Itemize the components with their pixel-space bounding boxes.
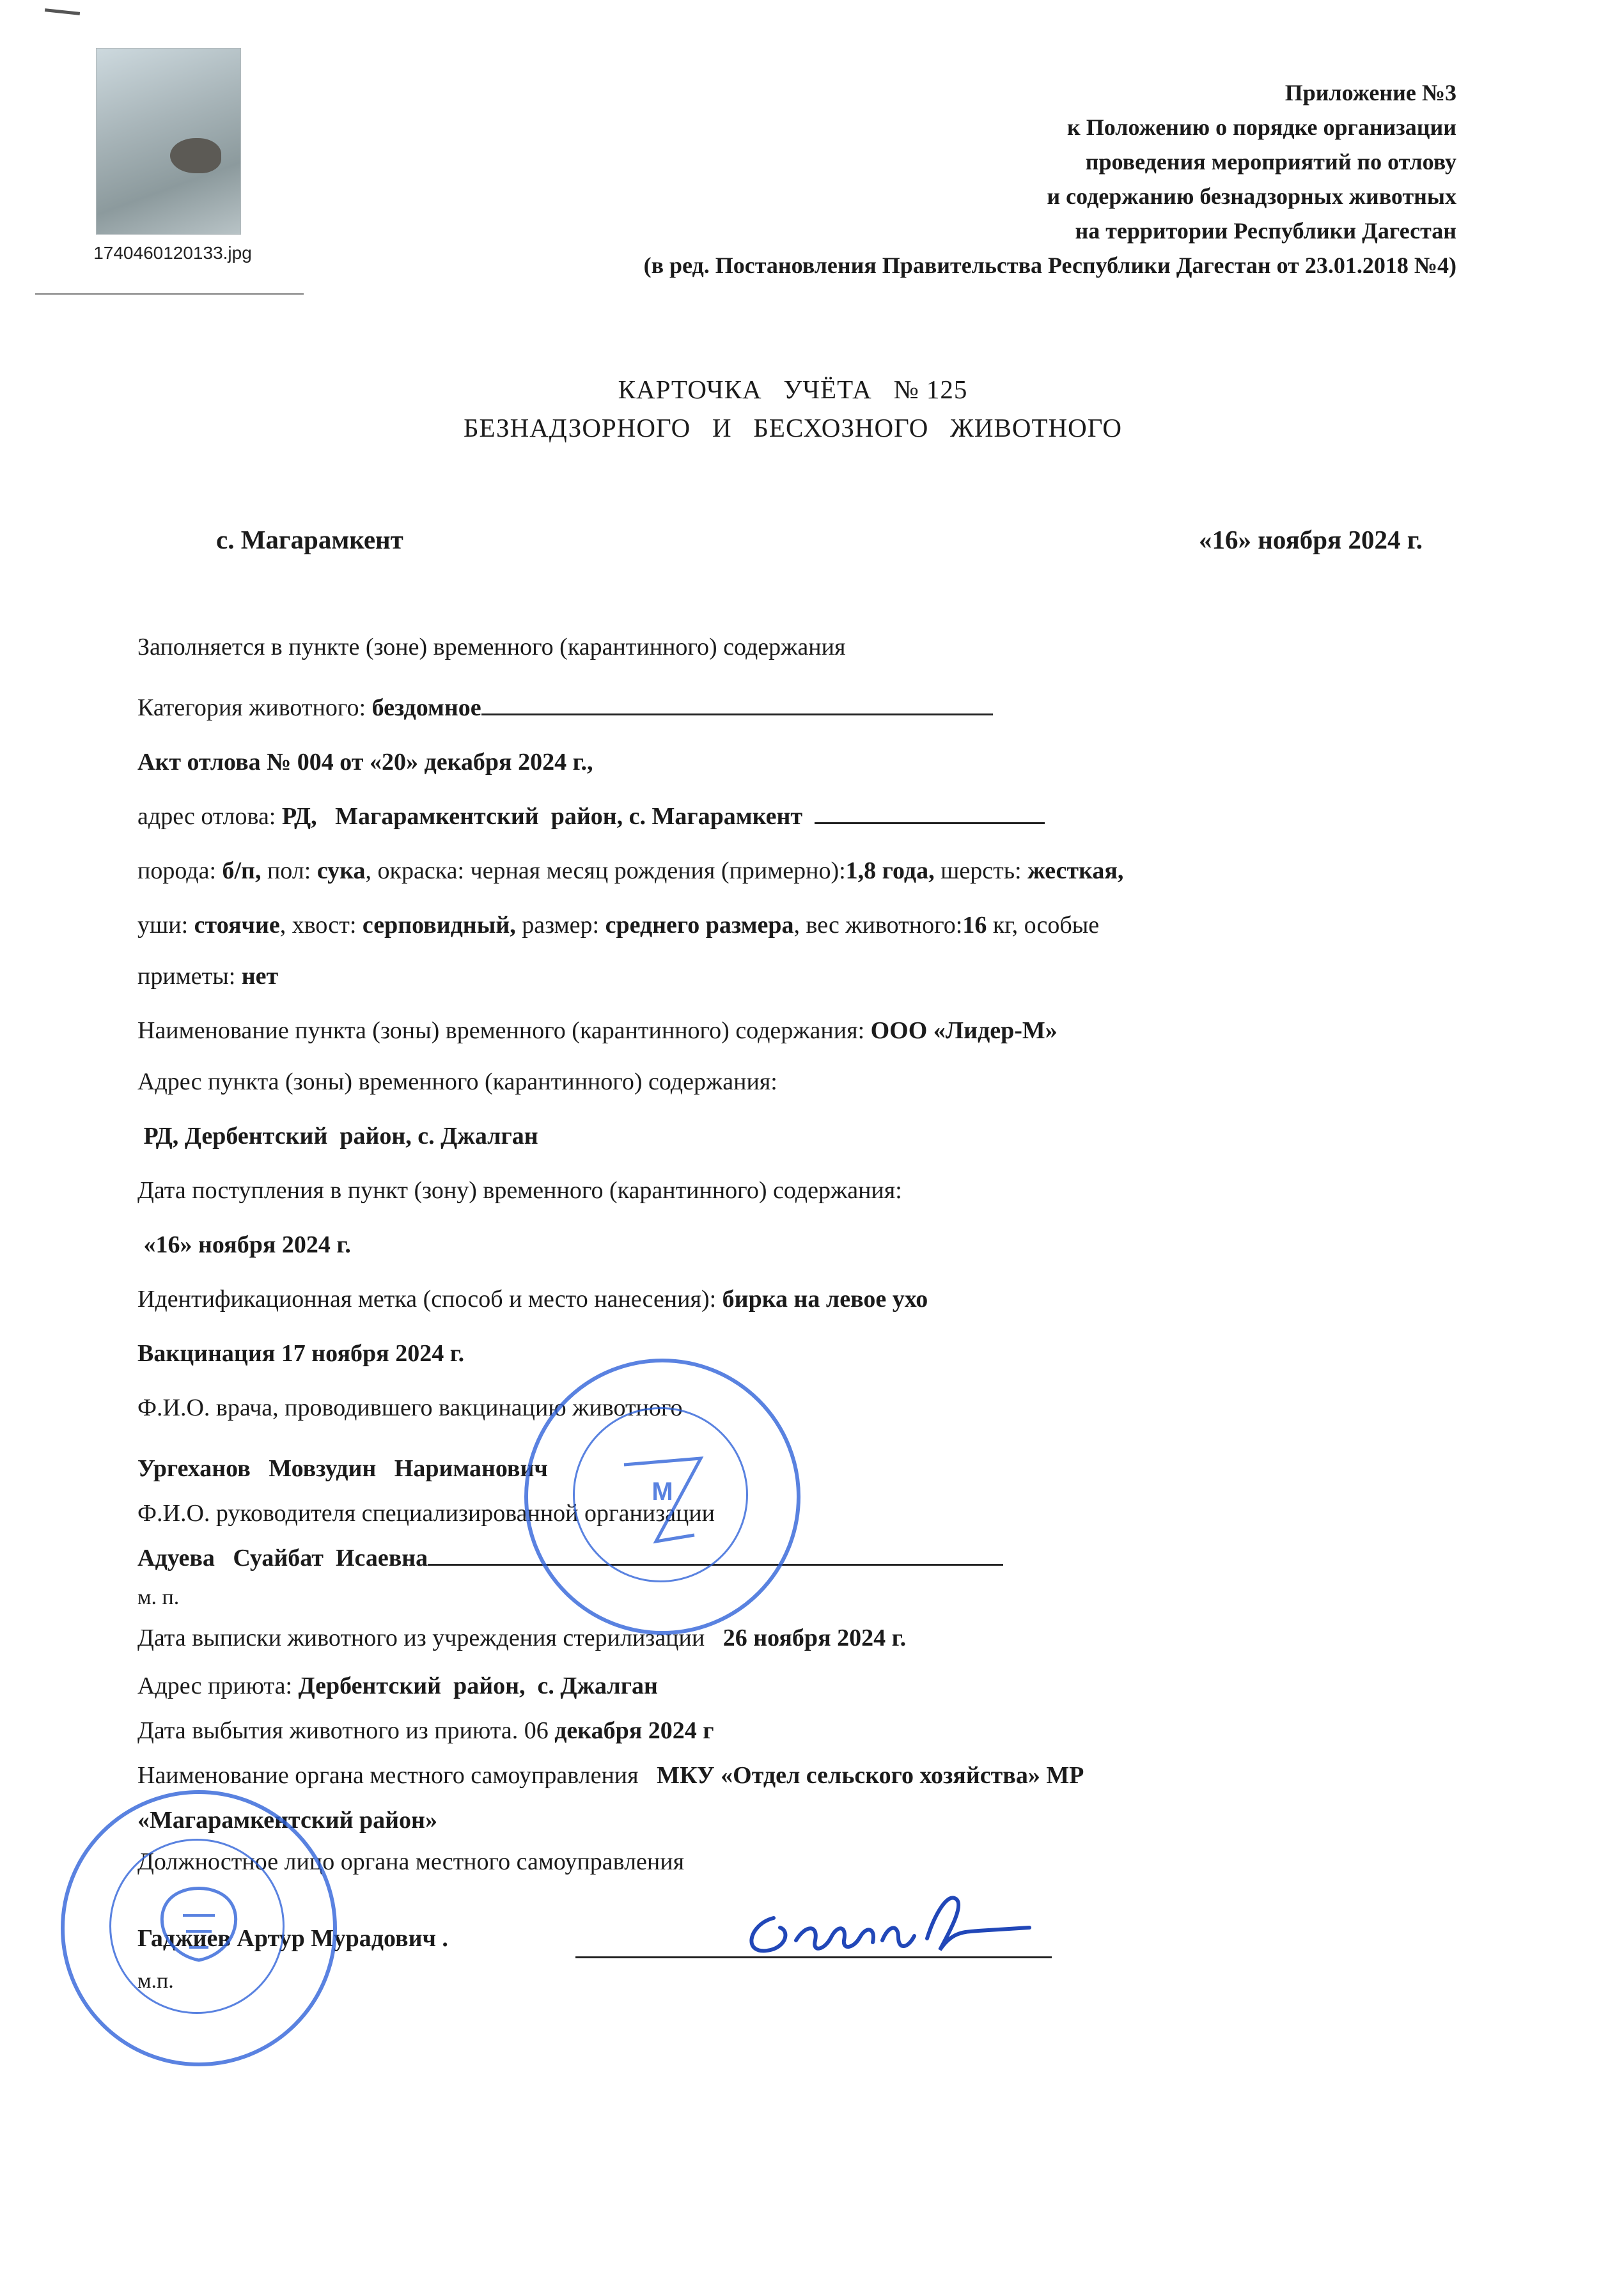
marks-row [137, 962, 278, 990]
facility-address-value: РД, Дербентский район, с. Джалган [137, 1123, 538, 1150]
animal-photo [96, 48, 241, 235]
discharge-value: 26 ноября 2024 г. [722, 1625, 907, 1651]
annex-line: проведения мероприятий по отлову [1085, 149, 1456, 175]
annex-line: (в ред. Постановления Правительства Республики Дагестан от 23.01.2018 №4) [643, 253, 1456, 278]
card-subtitle: БЕЗНАДЗОРНОГО И БЕСХОЗНОГО ЖИВОТНОГО [463, 413, 1123, 442]
document-date: «16» ноября 2024 г. [1198, 525, 1423, 554]
coat-value: жесткая, [1027, 857, 1124, 884]
official-label: Должностное лицо органа местного самоуправления [137, 1848, 685, 1875]
facility-name-value: ООО «Лидер-М» [870, 1017, 1058, 1044]
annex-line: Приложение №3 [1284, 80, 1456, 105]
marks-label: приметы: [137, 963, 242, 990]
signature-icon [735, 1880, 1036, 1976]
capture-address-row [137, 802, 1045, 830]
head-label: Ф.И.О. руководителя специализированной организации [137, 1500, 715, 1527]
authority-value-2: «Магарамкентский район» [137, 1807, 437, 1834]
head-name: Адуева Суайбат Исаевна [137, 1545, 428, 1571]
vaccination: Вакцинация 17 ноября 2024 г. [137, 1340, 465, 1367]
annex-line: к Положению о порядке организации [1067, 114, 1456, 140]
id-value: бирка на левое ухо [722, 1286, 928, 1313]
company-stamp-icon [524, 1359, 800, 1635]
arrival-label: Дата поступления в пункт (зону) временного (карантинного) содержания: [137, 1177, 902, 1204]
shelter-label: Адрес приюта: [137, 1673, 299, 1699]
departure-value: декабря 2024 г [554, 1717, 714, 1744]
facility-name-label: Наименование пункта (зоны) временного (карантинного) содержания: [137, 1017, 871, 1044]
capture-act: Акт отлова № 004 от «20» декабря 2024 г., [137, 749, 593, 776]
place: с. Магарамкент [216, 525, 403, 554]
authority-row [137, 1761, 1084, 1789]
ears-value: стоячие [194, 912, 280, 939]
scan-mark [45, 8, 80, 15]
sex-label: пол: [261, 857, 317, 884]
photo-caption: 1740460120133.jpg [93, 243, 252, 263]
sex-value: сука [316, 857, 366, 884]
tail-value: серповидный, [362, 912, 516, 939]
departure-row [137, 1717, 714, 1745]
svg-text:M: M [652, 1478, 673, 1506]
divider [35, 293, 304, 295]
ears-label: уши: [137, 912, 194, 939]
arrival-value: «16» ноября 2024 г. [137, 1231, 351, 1258]
weight-value: 16 [962, 912, 987, 939]
breed-row [137, 857, 1123, 885]
age-value: 1,8 года, [845, 857, 935, 884]
authority-label: Наименование органа местного самоуправления [137, 1762, 657, 1789]
category-label: Категория животного: [137, 694, 372, 721]
blank-line [815, 803, 1045, 824]
filled-in-note: Заполняется в пункте (зоне) временного (карантинного) содержания [137, 634, 846, 660]
shelter-row [137, 1672, 658, 1700]
color-label: , окраска: черная месяц рождения (примерно): [365, 857, 846, 884]
annex-line: и содержанию безнадзорных животных [1047, 183, 1456, 209]
coat-label: шерсть: [934, 857, 1028, 884]
shelter-value: Дербентский район, с. Джалган [298, 1673, 658, 1699]
tail-label: , хвост: [279, 912, 363, 939]
blank-line [481, 694, 993, 715]
annex-header [644, 75, 1456, 283]
card-title: КАРТОЧКА УЧЁТА № 125 [618, 375, 968, 404]
weight-unit: кг, особые [987, 912, 1100, 939]
departure-label: Дата выбытия животного из приюта. 06 [137, 1717, 555, 1744]
marks-value: нет [241, 963, 279, 990]
address-label: адрес отлова: [137, 803, 282, 830]
breed-label: порода: [137, 857, 223, 884]
facility-name-row [137, 1017, 1058, 1045]
vet-label: Ф.И.О. врача, проводившего вакцинацию животного [137, 1394, 683, 1421]
id-mark-row [137, 1285, 928, 1313]
weight-label: , вес животного: [793, 912, 963, 939]
id-label: Идентификационная метка (способ и место нанесения): [137, 1286, 722, 1313]
annex-line: на территории Республики Дагестан [1075, 218, 1456, 244]
stamp-place-2: м.п. [137, 1969, 174, 1993]
category-value: бездомное [371, 694, 481, 721]
municipal-stamp-icon [61, 1790, 337, 2066]
size-value: среднего размера [605, 912, 794, 939]
discharge-label: Дата выписки животного из учреждения стерилизации [137, 1625, 723, 1651]
address-value: РД, Магарамкентский район, с. Магарамкент [281, 803, 802, 830]
size-label: размер: [515, 912, 605, 939]
facility-address-label: Адрес пункта (зоны) временного (карантинного) содержания: [137, 1068, 777, 1095]
official-name: Гаджиев Артур Мурадович . [137, 1925, 448, 1952]
ears-row [137, 911, 1099, 939]
breed-value: б/п, [222, 857, 262, 884]
vet-name: Ургеханов Мовзудин Нариманович [137, 1455, 548, 1482]
stamp-place-1: м. п. [137, 1586, 180, 1609]
authority-value: МКУ «Отдел сельского хозяйства» МР [657, 1762, 1084, 1789]
category-row [137, 694, 993, 722]
